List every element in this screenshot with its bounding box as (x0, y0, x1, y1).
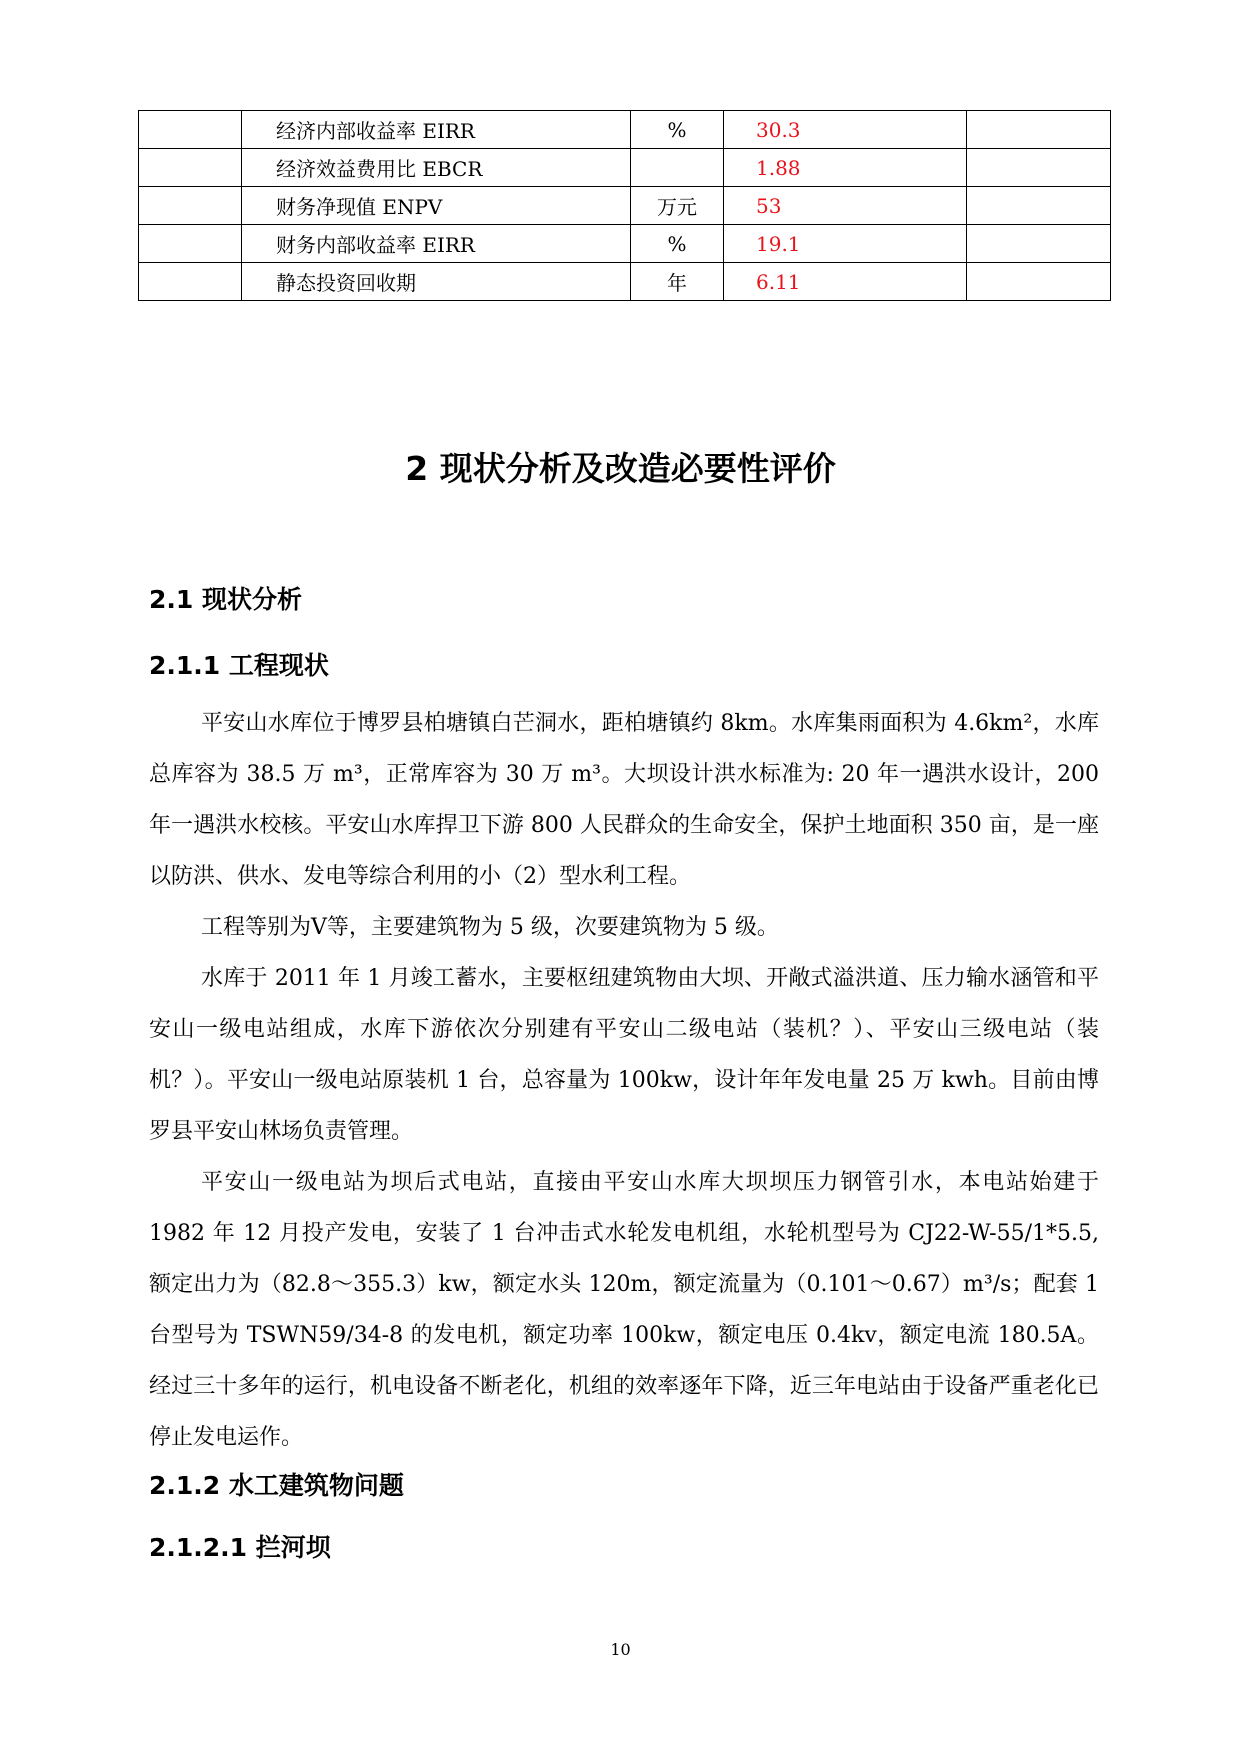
indicator-name: 财务净现值 ENPV (242, 187, 631, 225)
section-heading-2-1-1: 2.1.1 工程现状 (149, 651, 329, 680)
indicator-value: 6.11 (724, 263, 967, 301)
economic-indicators-table (138, 110, 1111, 301)
table-row (139, 263, 1111, 301)
indicator-unit: 万元 (631, 187, 724, 225)
table-cell-blank (139, 149, 242, 187)
indicator-value: 19.1 (724, 225, 967, 263)
table-row (139, 111, 1111, 149)
table-cell-blank (967, 187, 1111, 225)
indicator-value: 30.3 (724, 111, 967, 149)
indicator-name: 经济效益费用比 EBCR (242, 149, 631, 187)
table-cell-blank (967, 149, 1111, 187)
indicator-value: 1.88 (724, 149, 967, 187)
indicator-name: 经济内部收益率 EIRR (242, 111, 631, 149)
indicator-unit: % (631, 225, 724, 263)
chapter-title: 2 现状分析及改造必要性评价 (405, 449, 836, 488)
table-cell-blank (967, 263, 1111, 301)
paragraph-power-station: 平安山一级电站为坝后式电站，直接由平安山水库大坝坝压力钢管引水，本电站始建于 1982 年 12 月投产发电，安装了 1 台冲击式水轮发电机组，水轮机型号为 CJ22-W-55/1*5.5, 额定出力为（82.8～355.3）kw，额定水头 120m，额定流量为（0.101～0.67）m³/s；配套 1 台型号为 TSWN59/34-8 的发电机，额定功率 100kw，额定电压 0.4kv，额定电流 180.5A。经过三十多年的运行，机电设备不断老化，机组的效率逐年下降，近三年电站由于设备严重老化已停止发电运作。 (149, 1170, 1099, 1450)
table-cell-blank (139, 187, 242, 225)
table-row (139, 225, 1111, 263)
paragraph-project-overview: 平安山水库位于博罗县柏塘镇白芒洞水，距柏塘镇约 8km。水库集雨面积为 4.6km²，水库总库容为 38.5 万 m³，正常库容为 30 万 m³。大坝设计洪水标准为: 20 年一遇洪水设计，200 年一遇洪水校核。平安山水库捍卫下游 800 人民群众的生命安全，保护土地面积 350 亩，是一座以防洪、供水、发电等综合利用的小（2）型水利工程。 (149, 711, 1099, 889)
indicator-unit: 年 (631, 263, 724, 301)
paragraph-reservoir-history: 水库于 2011 年 1 月竣工蓄水，主要枢纽建筑物由大坝、开敞式溢洪道、压力输水涵管和平安山一级电站组成，水库下游依次分别建有平安山二级电站（装机？）、平安山三级电站（装机？）。平安山一级电站原装机 1 台，总容量为 100kw，设计年年发电量 25 万 kwh。目前由博罗县平安山林场负责管理。 (149, 966, 1099, 1144)
table-row (139, 149, 1111, 187)
indicator-unit: % (631, 111, 724, 149)
table-cell-blank (139, 225, 242, 263)
paragraph-project-grade: 工程等别为Ⅴ等，主要建筑物为 5 级，次要建筑物为 5 级。 (201, 915, 779, 940)
table-cell-blank (139, 263, 242, 301)
section-heading-2-1-2: 2.1.2 水工建筑物问题 (149, 1471, 404, 1500)
table-row (139, 187, 1111, 225)
table-cell-blank (967, 225, 1111, 263)
page-number: 10 (610, 1640, 631, 1659)
indicator-unit (631, 149, 724, 187)
indicator-name: 静态投资回收期 (242, 263, 631, 301)
table-cell-blank (967, 111, 1111, 149)
indicator-value: 53 (724, 187, 967, 225)
section-heading-2-1-2-1: 2.1.2.1 拦河坝 (149, 1533, 331, 1562)
section-heading-2-1: 2.1 现状分析 (149, 585, 302, 614)
indicator-name: 财务内部收益率 EIRR (242, 225, 631, 263)
table-cell-blank (139, 111, 242, 149)
